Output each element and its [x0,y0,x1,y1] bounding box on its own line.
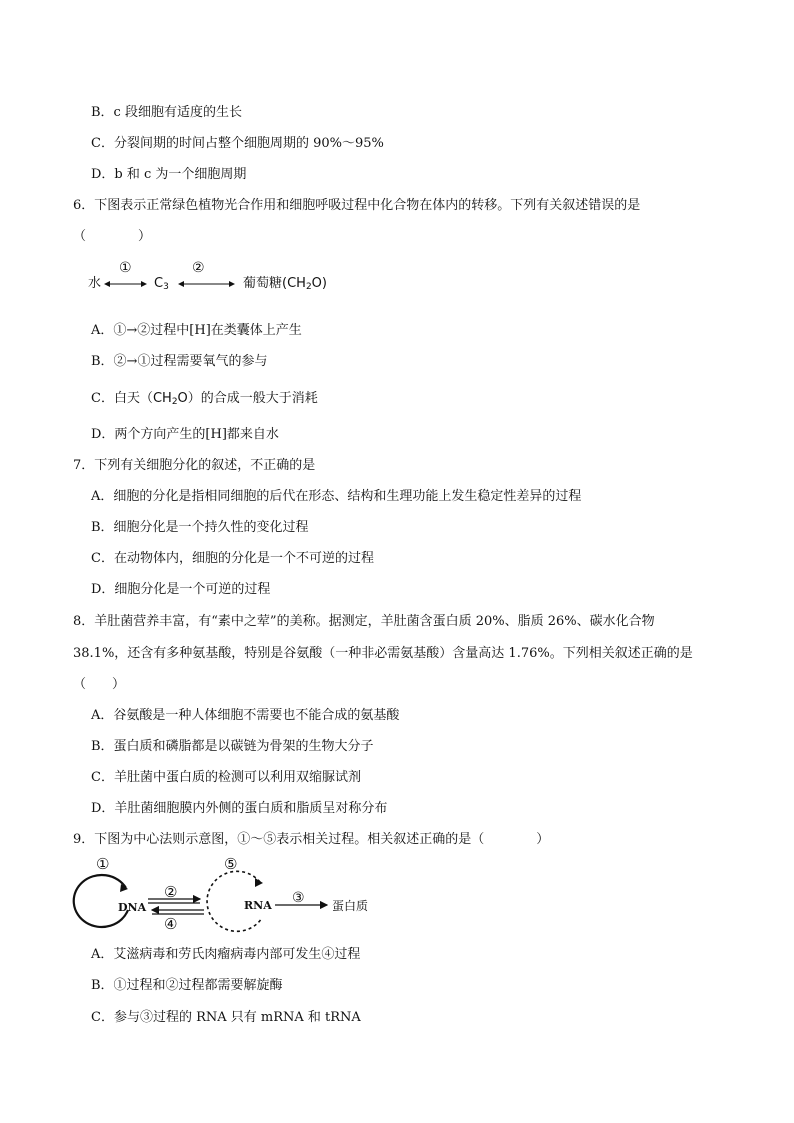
q7-option-c: C．在动物体内，细胞的分化是一个不可逆的过程 [91,551,374,566]
q6-water-label: 水 [88,276,102,291]
q8-option-d: D．羊肚菌细胞膜内外侧的蛋白质和脂质呈对称分布 [91,801,388,816]
q7-option-b: B．细胞分化是一个持久性的变化过程 [91,520,309,535]
process-2-label: ② [164,883,178,901]
q9-option-b: B．①过程和②过程都需要解旋酶 [91,978,283,993]
q8-option-b: B．蛋白质和磷脂都是以碳链为骨架的生物大分子 [91,739,374,754]
protein-label: 蛋白质 [332,899,369,913]
rna-replication-arrowhead [255,878,263,887]
q6-step2-label: ② [192,260,205,276]
q6-answer-blank: （ ） [73,229,152,244]
q8-stem-line1: 8．羊肚菌营养丰富，有“素中之荤”的美称。据测定，羊肚菌含蛋白质 20%、脂质 26%、碳水化合物 [73,614,655,629]
q5-option-c: C．分裂间期的时间占整个细胞周期的 90%～95% [91,136,384,151]
q7-option-d: D．细胞分化是一个可逆的过程 [91,582,271,597]
q7-stem: 7．下列有关细胞分化的叙述，不正确的是 [73,458,316,473]
q8-option-c: C．羊肚菌中蛋白质的检测可以利用双缩脲试剂 [91,770,361,785]
q6-option-c: C．白天$(CH_2O)$的合成一般大于消耗 [91,391,318,407]
process-4-label: ④ [164,915,178,933]
q8-stem-line2: 38.1%，还含有多种氨基酸，特别是谷氨酸（一种非必需氨基酸）含量高达 1.76%。下列相关叙述正确的是 [73,646,693,661]
q9-option-c: C．参与③过程的 RNA 只有 mRNA 和 tRNA [91,1010,361,1025]
q8-option-a: A．谷氨酸是一种人体细胞不需要也不能合成的氨基酸 [91,708,400,723]
q6-stem: 6．下图表示正常绿色植物光合作用和细胞呼吸过程中化合物在体内的转移。下列有关叙述错误的是 [73,198,641,213]
process-3-label: ③ [292,890,305,906]
central-dogma-diagram [70,856,390,938]
dna-label: DNA [118,901,147,914]
process-5-label: ⑤ [224,855,238,873]
q5-option-b: B．c 段细胞有适度的生长 [91,105,242,120]
q5-option-d: D．b 和 c 为一个细胞周期 [91,167,247,182]
q9-option-a: A．艾滋病毒和劳氏肉瘤病毒内部可发生④过程 [91,947,361,962]
q6-step1-label: ① [119,260,132,276]
q6-transfer-diagram [86,258,346,298]
q9-stem: 9．下图为中心法则示意图，①～⑤表示相关过程。相关叙述正确的是（ ） [73,832,550,847]
q8-answer-blank: （ ） [73,677,126,692]
rna-label: RNA [244,899,272,912]
process-1-label: ① [96,855,110,873]
q6-option-d: D．两个方向产生的[H]都来自水 [91,427,279,442]
q6-option-b: B．②→①过程需要氧气的参与 [91,354,268,369]
q7-option-a: A．细胞的分化是指相同细胞的后代在形态、结构和生理功能上发生稳定性差异的过程 [91,489,582,504]
q6-glucose-label: 葡萄糖$(CH_2O)$ [243,276,327,292]
ch2o-formula: $CH_2O$ [152,391,188,407]
q6-option-a: A．①→②过程中[H]在类囊体上产生 [91,323,302,338]
q6-c3-label: $C_3$ [154,276,169,292]
